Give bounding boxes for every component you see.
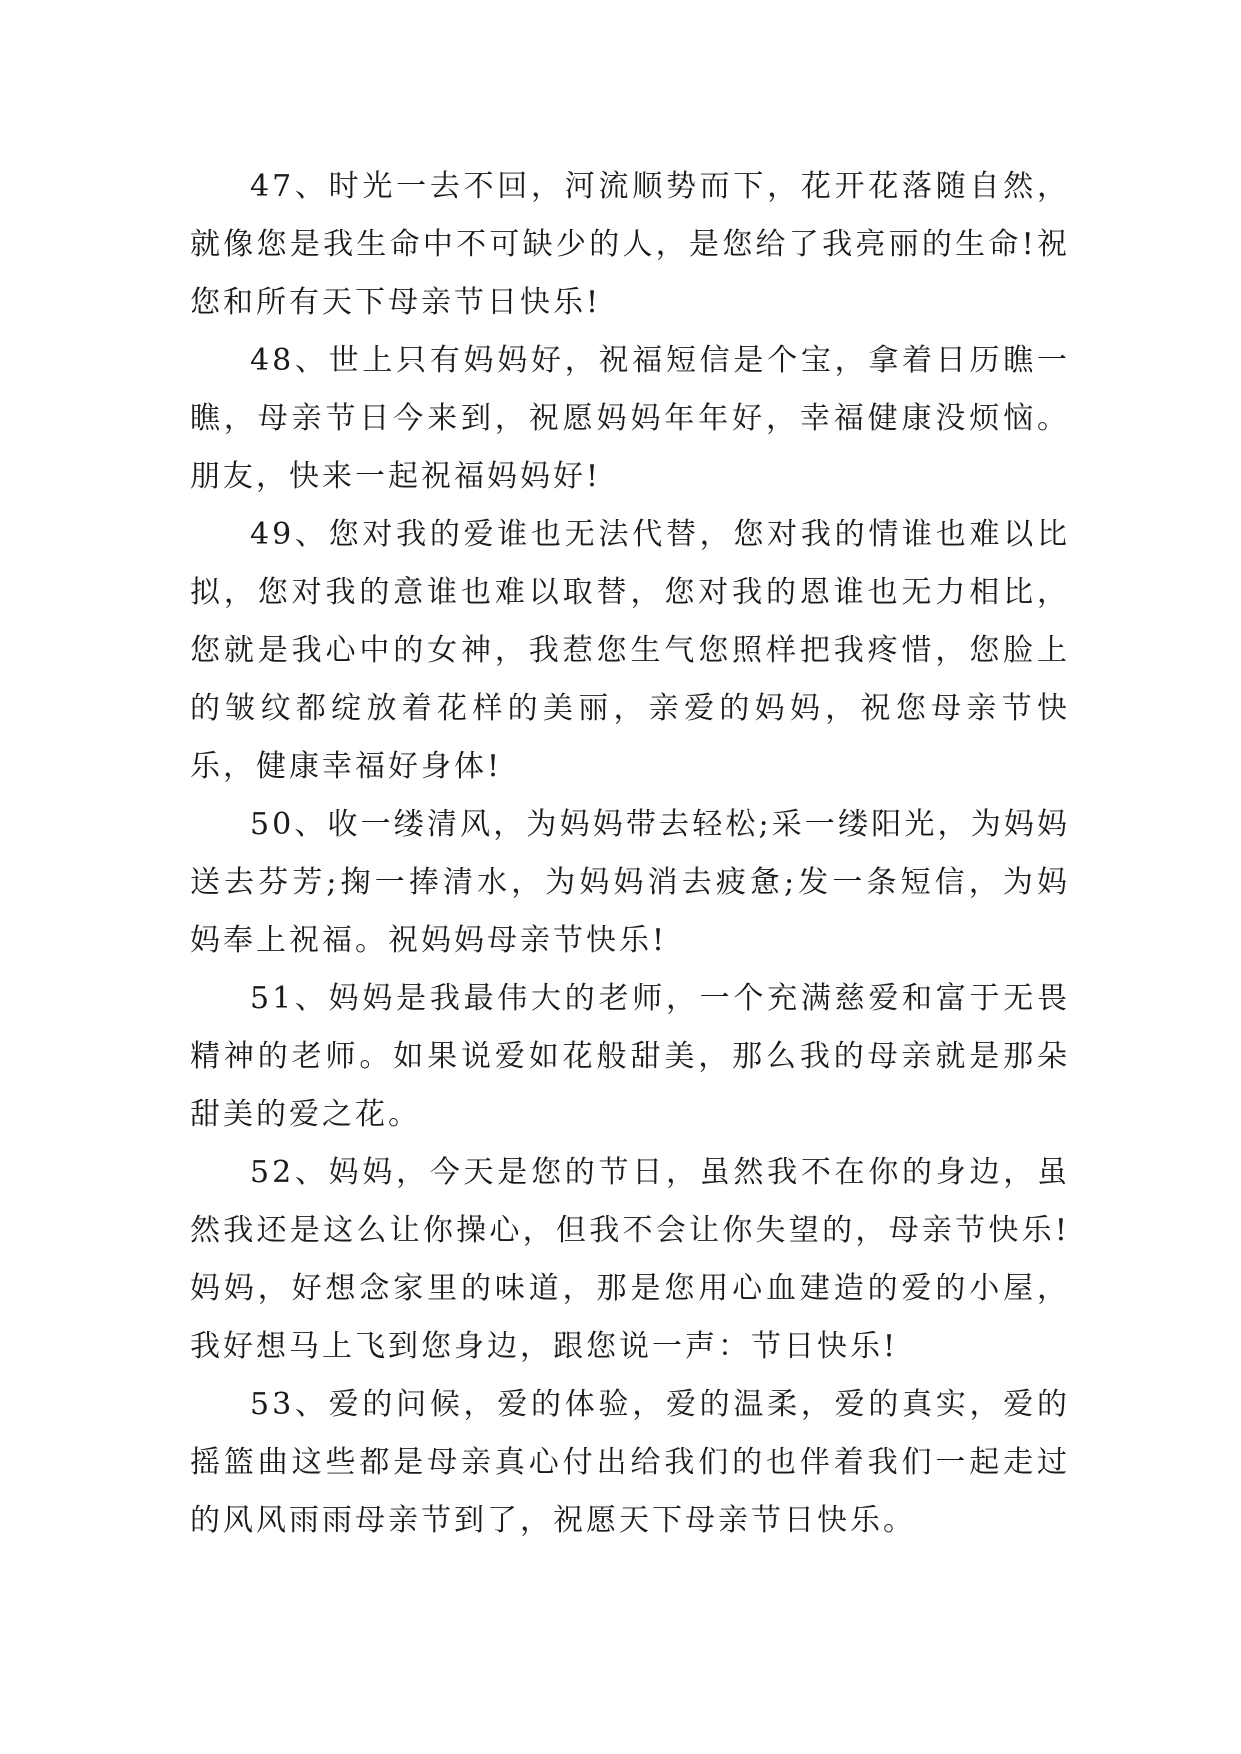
paragraph-51: 51、妈妈是我最伟大的老师，一个充满慈爱和富于无畏精神的老师。如果说爱如花般甜美，那么我的母亲就是那朵甜美的爱之花。 [190, 981, 1070, 1132]
paragraph-48: 48、世上只有妈妈好，祝福短信是个宝，拿着日历瞧一瞧，母亲节日今来到，祝愿妈妈年年好，幸福健康没烦恼。朋友，快来一起祝福妈妈好! [190, 343, 1070, 494]
paragraph-50: 50、收一缕清风，为妈妈带去轻松;采一缕阳光，为妈妈送去芬芳;掬一捧清水，为妈妈消去疲惫;发一条短信，为妈妈奉上祝福。祝妈妈母亲节快乐! [190, 807, 1070, 958]
paragraph-47: 47、时光一去不回，河流顺势而下，花开花落随自然，就像您是我生命中不可缺少的人，是您给了我亮丽的生命!祝您和所有天下母亲节日快乐! [190, 169, 1070, 320]
paragraph-49: 49、您对我的爱谁也无法代替，您对我的情谁也难以比拟，您对我的意谁也难以取替，您对我的恩谁也无力相比，您就是我心中的女神，我惹您生气您照样把我疼惜，您脸上的皱纹都绽放着花样的美丽，亲爱的妈妈，祝您母亲节快乐，健康幸福好身体! [190, 517, 1070, 784]
paragraph-53: 53、爱的问候，爱的体验，爱的温柔，爱的真实，爱的摇篮曲这些都是母亲真心付出给我们的也伴着我们一起走过的风风雨雨母亲节到了，祝愿天下母亲节日快乐。 [190, 1387, 1070, 1538]
document-body [190, 158, 1070, 1550]
paragraph-52: 52、妈妈，今天是您的节日，虽然我不在你的身边，虽然我还是这么让你操心，但我不会让你失望的，母亲节快乐!妈妈，好想念家里的味道，那是您用心血建造的爱的小屋，我好想马上飞到您身边，跟您说一声：节日快乐! [190, 1155, 1070, 1364]
